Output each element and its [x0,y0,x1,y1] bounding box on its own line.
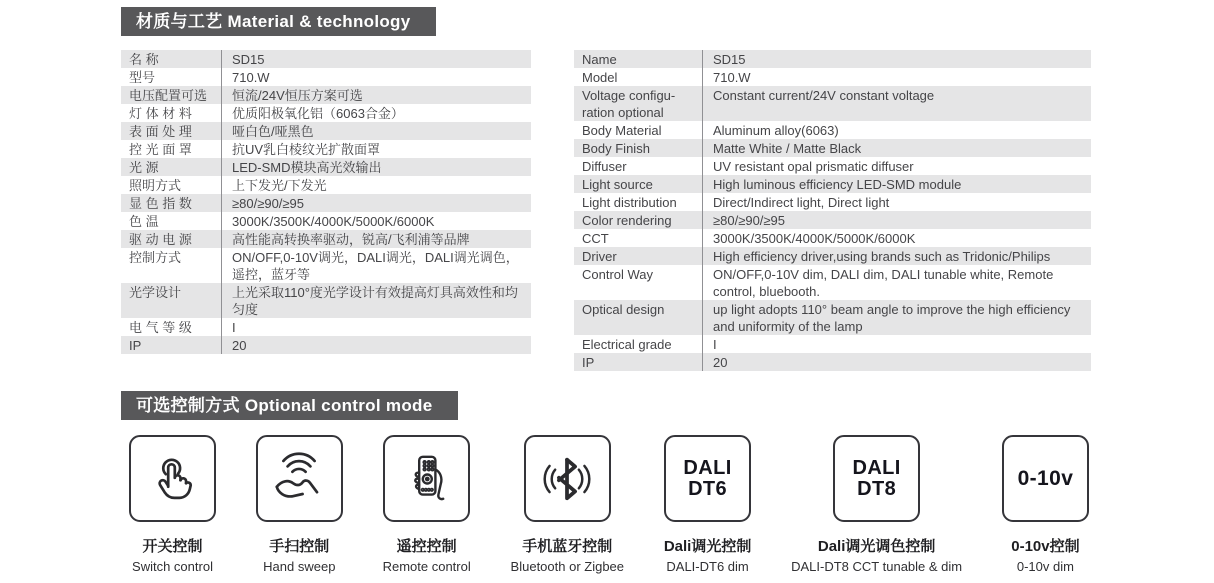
spec-row [121,158,531,176]
control-mode-label-en: DALI-DT8 CCT tunable & dim [791,559,963,574]
control-mode-card [791,435,962,574]
spec-row-value: ON/OFF,0-10V调光，DALI调光，DALI调光调色，遥控，蓝牙等 [221,248,531,283]
control-mode-box [129,435,216,522]
spec-row-label: 控制方式 [129,249,182,265]
control-mode-box [664,435,751,522]
spec-row [574,175,1091,193]
spec-row-label: CCT [582,230,609,246]
zero-to-ten-volt-badge: 0-10v [1017,467,1074,490]
spec-row [574,139,1091,157]
spec-row [121,318,531,336]
spec-row-value: up light adopts 110° beam angle to improve the high efficiency and uniformity of the lamp [702,300,1091,335]
spec-row-label: Electrical grade [582,336,672,352]
control-mode-label-en: Bluetooth or Zigbee [510,559,625,574]
spec-row-label: Model [582,69,618,85]
spec-row-label: 电 气 等 级 [129,319,192,335]
spec-table-english [574,50,1091,371]
spec-row [121,68,531,86]
spec-row-label: 色 温 [129,213,159,229]
spec-row [121,86,531,104]
control-mode-label-en: 0-10v dim [1016,559,1074,574]
spec-row-value: 上下发光/下发光 [221,176,531,194]
spec-row-label: 控 光 面 罩 [129,141,192,157]
spec-row-label: Diffuser [582,158,627,174]
spec-row-label: 名 称 [129,51,159,67]
spec-row [121,336,531,354]
spec-table-chinese [121,50,531,371]
spec-row [574,229,1091,247]
spec-row [574,265,1091,300]
spec-row [121,176,531,194]
spec-row [574,50,1091,68]
spec-row [574,193,1091,211]
spec-row [121,230,531,248]
control-mode-card [129,435,216,574]
spec-row-value: 20 [221,336,531,354]
dali-dt6-badge: DALI DT6 [683,456,732,500]
spec-row-value: ON/OFF,0-10V dim, DALI dim, DALI tunable white, Remote control, bluebooth. [702,265,1091,300]
datasheet-page [121,0,1091,574]
spec-row-label: Voltage configu-ration optional [582,87,676,120]
spec-row-value: High efficiency driver,using brands such as Tridonic/Philips [702,247,1091,265]
spec-row-label: 灯 体 材 料 [129,105,192,121]
spec-row-label: 显 色 指 数 [129,195,192,211]
spec-row-label: 驱 动 电 源 [129,231,192,247]
control-mode-box [383,435,470,522]
spec-row-label: 表 面 处 理 [129,123,192,139]
spec-row-label: 光学设计 [129,284,182,300]
control-mode-cards [121,435,1091,574]
spec-row-value: LED-SMD模块高光效输出 [221,158,531,176]
control-mode-label-cn: 手机蓝牙控制 [522,538,613,555]
spec-row-value: 抗UV乳白棱纹光扩散面罩 [221,140,531,158]
spec-row-label: IP [582,354,595,370]
spec-row-value: SD15 [702,50,1091,68]
spec-row [121,50,531,68]
spec-row-value: UV resistant opal prismatic diffuser [702,157,1091,175]
spec-row-value: Direct/Indirect light, Direct light [702,193,1091,211]
spec-row-value: Constant current/24V constant voltage [702,86,1091,121]
spec-row [574,211,1091,229]
spec-row-value: 高性能高转换率驱动，锐高/飞利浦等品牌 [221,230,531,248]
spec-row-value: I [221,318,531,336]
spec-row-label: Body Finish [582,140,650,156]
section-title-optional-control-mode: 可选控制方式 Optional control mode [121,391,458,420]
control-mode-card [1002,435,1089,574]
spec-row-label: Light distribution [582,194,677,210]
control-mode-label-cn: Dali调光控制 [663,538,752,555]
bluetooth-icon [535,451,599,507]
remote-control-icon [397,448,457,510]
spec-row-label: Light source [582,176,653,192]
spec-row [121,104,531,122]
control-mode-label-cn: 手扫控制 [269,538,330,555]
section-title-material-technology: 材质与工艺 Material & technology [121,7,436,36]
spec-row-label: 型号 [129,69,156,85]
control-mode-box [1002,435,1089,522]
control-mode-card [383,435,471,574]
control-mode-label-cn: 遥控控制 [396,538,457,555]
spec-row [121,140,531,158]
spec-row-label: IP [129,337,142,353]
spec-row [574,121,1091,139]
spec-row [574,247,1091,265]
spec-row-value: ≥80/≥90/≥95 [702,211,1091,229]
control-mode-box [524,435,611,522]
control-mode-box [833,435,920,522]
spec-row-value: 20 [702,353,1091,371]
dali-dt8-badge: DALI DT8 [852,456,901,500]
spec-row-value: ≥80/≥90/≥95 [221,194,531,212]
spec-row-value: 优质阳极氧化铝（6063合金） [221,104,531,122]
spec-row-label: Body Material [582,122,662,138]
spec-row-value: High luminous efficiency LED-SMD module [702,175,1091,193]
spec-row [574,335,1091,353]
spec-row [121,122,531,140]
spec-row-label: Name [582,51,617,67]
spec-row-label: Color rendering [582,212,672,228]
spec-row [121,212,531,230]
spec-row-label: 照明方式 [129,177,182,193]
control-mode-label-cn: 开关控制 [142,538,203,555]
control-mode-label-cn: 0-10v控制 [1011,538,1080,555]
spec-row-value: 上光采取110°度光学设计有效提高灯具高效性和均匀度 [221,283,531,318]
spec-row [121,248,531,283]
spec-row-value: I [702,335,1091,353]
spec-row [574,353,1091,371]
spec-row-value: 3000K/3500K/4000K/5000K/6000K [702,229,1091,247]
spec-row [574,157,1091,175]
spec-row [121,194,531,212]
spec-row-value: 3000K/3500K/4000K/5000K/6000K [221,212,531,230]
control-mode-card [256,435,343,574]
spec-row-label: Driver [582,248,617,264]
spec-row-value: 恒流/24V恒压方案可选 [221,86,531,104]
control-mode-label-cn: Dali调光调色控制 [817,538,936,555]
spec-row [574,300,1091,335]
control-mode-card [511,435,624,574]
spec-row-value: 哑白色/哑黑色 [221,122,531,140]
spec-row [574,68,1091,86]
hand-sweep-icon [268,449,330,509]
control-mode-label-en: Switch control [132,559,213,574]
spec-row-label: 电压配置可选 [129,87,208,103]
spec-row-value: Aluminum alloy(6063) [702,121,1091,139]
spec-row-value: 710.W [221,68,531,86]
spec-row-label: Optical design [582,301,665,317]
spec-row-label: Control Way [582,266,654,282]
control-mode-label-en: Hand sweep [263,559,336,574]
spec-row-label: 光 源 [129,159,159,175]
tap-finger-icon [143,449,203,509]
spec-row [574,86,1091,121]
spec-row-value: Matte White / Matte Black [702,139,1091,157]
spec-row [121,283,531,318]
control-mode-label-en: DALI-DT6 dim [666,559,749,574]
control-mode-box [256,435,343,522]
control-mode-label-en: Remote control [382,559,471,574]
spec-row-value: 710.W [702,68,1091,86]
control-mode-card [664,435,752,574]
spec-tables [121,50,1091,371]
spec-row-value: SD15 [221,50,531,68]
